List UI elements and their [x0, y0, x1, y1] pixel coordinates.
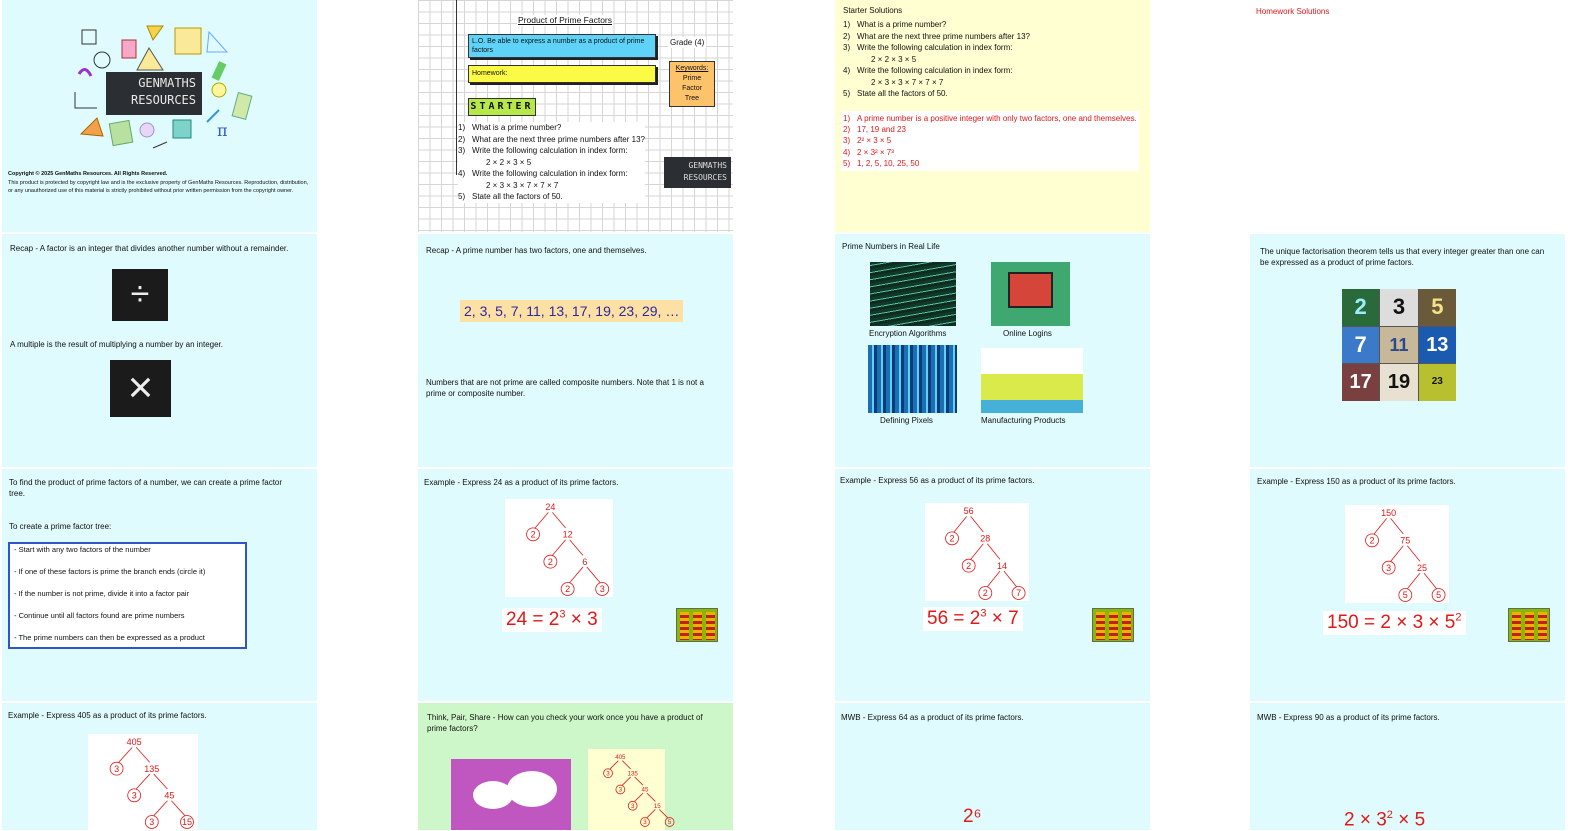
factor-tree: [925, 503, 1029, 601]
lesson-title: Product of Prime Factors: [518, 15, 613, 25]
prime-node: 2: [530, 529, 536, 540]
prime-node: 5: [1436, 590, 1442, 601]
tile: 17: [1342, 364, 1379, 401]
starter-solutions-slide[interactable]: [835, 0, 1150, 232]
copyright-body: This product is protected by copyright law and is the exclusive property of GenMaths Resources. Reproduction, distribution, or any unauthorized use of this material is strictly prohibited without prior written permission from the copyright owner.: [8, 180, 309, 194]
tree-branch: [1424, 573, 1437, 589]
prime-definition: Recap - A prime number has two factors, one and themselves.: [426, 246, 647, 255]
answer-tail: × 5: [1392, 809, 1426, 831]
example-text: Example - Express 150 as a product of its prime factors.: [1257, 477, 1456, 486]
eq-tail: × 7: [986, 608, 1019, 629]
logo-line2: RESOURCES: [683, 173, 727, 182]
think-pair-share-slide[interactable]: [418, 703, 733, 830]
composite-node: 14: [996, 560, 1007, 571]
title-slide[interactable]: [2, 0, 317, 232]
answer-item: 2) 17, 19 and 23: [843, 125, 906, 135]
tree-branch: [1391, 518, 1404, 534]
prime-node: 2: [547, 556, 553, 567]
margin-line: [456, 0, 457, 175]
question-item: 3) Write the following calculation in index form:: [458, 146, 628, 155]
tree-branch: [570, 567, 583, 583]
composite-node: 75: [1400, 535, 1411, 546]
tree-branch: [954, 516, 967, 532]
example24-slide[interactable]: [418, 469, 733, 701]
tree-branch: [971, 516, 984, 532]
tile: 5: [1419, 289, 1456, 326]
example-text: Example - Express 56 as a product of its prime factors.: [840, 476, 1035, 485]
eq-exponent: 2: [1455, 611, 1462, 624]
tree-branch: [635, 793, 643, 801]
prime-tiles: [1342, 289, 1456, 401]
tree-branch: [635, 777, 643, 785]
encryption-image: [870, 262, 956, 326]
tree-branch: [622, 761, 630, 769]
question-item: 2) What are the next three prime numbers after 13?: [843, 31, 1030, 41]
prime-node: 3: [606, 770, 610, 778]
tree-branch: [552, 512, 565, 528]
eq-base: 56 = 2: [927, 608, 981, 629]
step-item: - If one of these factors is prime the branch ends (circle it): [14, 567, 206, 576]
tree-branch: [1004, 571, 1017, 587]
tile: 2: [1342, 289, 1379, 326]
mwb-text: MWB - Express 64 as a product of its prime factors.: [841, 713, 1024, 722]
prime-node: 3: [114, 763, 120, 774]
think-pair-text: Think, Pair, Share - How can you check your work once you have a product of prime factors?: [427, 713, 703, 733]
step-item: - If the number is not prime, divide it into a factor pair: [14, 589, 190, 598]
prime-node: 2: [949, 533, 955, 544]
solution-answers: [841, 111, 1139, 171]
caption-pixels: Defining Pixels: [880, 416, 933, 425]
grade-label: Grade (4): [670, 38, 705, 47]
eq-tail: × 3: [565, 609, 598, 630]
prime-node: 3: [131, 790, 137, 801]
composite-node: 135: [144, 763, 160, 774]
keyword: Tree: [684, 95, 700, 102]
tree-branch: [136, 747, 150, 762]
composite-node: 45: [641, 786, 649, 794]
logo-line1: GENMATHS: [138, 76, 196, 90]
example56-slide[interactable]: [835, 469, 1150, 701]
prime-node: 2: [966, 560, 972, 571]
tree-branch: [1374, 518, 1387, 534]
composite-node: 25: [1416, 562, 1427, 573]
composite-node: 12: [562, 529, 573, 540]
logo: [106, 72, 202, 115]
abacus-icon: [1508, 608, 1550, 642]
tree-branch: [587, 567, 600, 583]
tile: 13: [1419, 327, 1456, 364]
eq-base: 24 = 2: [506, 609, 560, 630]
step-item: - Start with any two factors of the number: [14, 545, 151, 554]
solution-questions: [843, 19, 1030, 100]
question-item: 2 × 3 × 3 × 7 × 7 × 7: [486, 180, 559, 190]
tree-branch: [987, 544, 1000, 560]
question-item: 3) Write the following calculation in index form:: [843, 43, 1013, 52]
keyword: Factor: [682, 85, 702, 92]
tree-branch: [987, 571, 1000, 587]
question-item: 2 × 2 × 3 × 5: [871, 54, 917, 64]
intro-text: To find the product of prime factors of a number, we can create a prime factor tree.: [9, 478, 283, 498]
tree-branch: [136, 774, 150, 789]
keyword: Prime: [682, 75, 702, 82]
logo: [664, 157, 731, 188]
logo-line1: GENMATHS: [688, 161, 727, 170]
answer-equation: [923, 607, 1023, 631]
factor-tree: [588, 749, 672, 830]
tree-branch: [659, 809, 667, 817]
mwb-text: MWB - Express 90 as a product of its prime factors.: [1257, 713, 1440, 722]
answer-equation: [1323, 611, 1466, 635]
keywords-box: [669, 61, 715, 107]
prime-node: 7: [1016, 588, 1022, 599]
question-item: 1) What is a prime number?: [843, 20, 947, 29]
division-icon: ÷: [112, 269, 168, 321]
tile: 19: [1380, 364, 1417, 401]
online-login-image: [991, 262, 1070, 326]
tree-branch: [971, 544, 984, 560]
copyright-title: Copyright © 2025 GenMaths Resources. All Rights Reserved.: [8, 171, 168, 177]
logo-line2: RESOURCES: [130, 93, 196, 107]
tree-branch: [171, 801, 185, 816]
question-item: 2 × 2 × 3 × 5: [486, 157, 532, 167]
tree-branch: [647, 809, 655, 817]
homework-box: Homework:: [468, 65, 656, 83]
prime-list: 2, 3, 5, 7, 11, 13, 17, 19, 23, 29, …: [460, 300, 683, 322]
step-item: - Continue until all factors found are prime numbers: [14, 611, 185, 620]
steps-box: [8, 542, 247, 649]
prime-node: 2: [982, 588, 988, 599]
answer-item: 1) A prime number is a positive integer with only two factors, one and themselves.: [843, 114, 1137, 123]
mwb64-slide[interactable]: [835, 703, 1150, 830]
recap-prime-slide[interactable]: [418, 234, 733, 467]
prime-node: 2: [1369, 535, 1375, 546]
homework-solutions-slide[interactable]: [1250, 0, 1565, 232]
composite-node: 405: [615, 754, 626, 762]
factor-tree: [1345, 505, 1449, 603]
starter-solutions-title: Starter Solutions: [843, 6, 903, 15]
tree-branch: [535, 512, 548, 528]
multiply-icon: ×: [110, 360, 171, 417]
tile: 7: [1342, 327, 1379, 364]
homework-solutions-title: Homework Solutions: [1256, 7, 1330, 16]
question-item: 2) What are the next three prime numbers after 13?: [458, 134, 645, 144]
prime-tree-intro-slide[interactable]: [2, 469, 317, 701]
factor-tree: [505, 499, 613, 597]
composite-node: 24: [545, 502, 556, 513]
tree-branch: [154, 774, 168, 789]
question-item: 5) State all the factors of 50.: [843, 89, 948, 98]
composite-note: Numbers that are not prime are called composite numbers. Note that 1 is not a prime or composite number.: [426, 378, 704, 398]
abacus-icon: [676, 608, 718, 642]
tree-branch: [154, 801, 168, 816]
tree-branch: [552, 540, 565, 556]
factor-definition: Recap - A factor is an integer that divides another number without a remainder.: [10, 244, 289, 253]
keywords-title: Keywords:: [675, 65, 709, 72]
recap-factor-slide[interactable]: [2, 234, 317, 467]
prime-node: 3: [643, 819, 647, 827]
tree-branch: [119, 747, 133, 762]
starter-questions: [458, 122, 645, 203]
eq-base: 150 = 2 × 3 × 5: [1327, 612, 1456, 633]
manufacturing-image: [981, 348, 1083, 413]
step-item: - The prime numbers can then be expressed as a product: [14, 633, 205, 642]
prime-node: 3: [599, 584, 605, 595]
theorem-text: The unique factorisation theorem tells us that every integer greater than one can be expressed as a product of prime factors.: [1260, 247, 1545, 267]
tree-branch: [1391, 546, 1404, 562]
mwb-answer: 2⁶: [963, 806, 982, 827]
caption-manufacturing: Manufacturing Products: [981, 416, 1066, 425]
prime-node: 3: [149, 817, 155, 828]
composite-node: 15: [653, 802, 661, 810]
caption-encryption: Encryption Algorithms: [869, 329, 947, 338]
tile: 3: [1380, 289, 1417, 326]
prime-node: 2: [565, 584, 571, 595]
lesson-slide[interactable]: [418, 0, 733, 232]
composite-node: 45: [164, 790, 175, 801]
eq-exponent: 3: [980, 607, 987, 620]
answer-base: 2 × 3: [1344, 809, 1387, 831]
composite-node: 150: [1381, 508, 1397, 519]
composite-node: 6: [582, 556, 588, 567]
multiple-definition: A multiple is the result of multiplying a number by an integer.: [10, 340, 223, 349]
prime-node: 5: [667, 819, 672, 827]
factor-tree: [88, 734, 198, 830]
example-text: Example - Express 405 as a product of its prime factors.: [8, 711, 207, 720]
prime-node: 5: [1402, 590, 1408, 601]
svg-text:π: π: [217, 121, 228, 140]
example150-slide[interactable]: [1250, 469, 1565, 701]
tree-branch: [1407, 573, 1420, 589]
prime-node: 15: [181, 817, 193, 828]
real-life-slide[interactable]: [835, 234, 1150, 467]
composite-node: 135: [627, 770, 638, 778]
theorem-slide[interactable]: [1250, 234, 1565, 467]
real-life-title: Prime Numbers in Real Life: [842, 242, 940, 251]
mwb-answer: [1344, 804, 1425, 831]
composite-node: 56: [963, 506, 974, 517]
prime-node: 3: [618, 786, 623, 794]
question-item: 5) State all the factors of 50.: [458, 192, 563, 201]
answer-item: 4) 2 × 3² × 7³: [843, 147, 894, 157]
tree-branch: [647, 793, 655, 801]
tile: 23: [1419, 364, 1456, 401]
mwb90-slide[interactable]: [1250, 703, 1565, 830]
lo-box: L.O. Be able to express a number as a product of prime factors: [468, 34, 656, 58]
answer-item: 5) 1, 2, 5, 10, 25, 50: [843, 158, 920, 168]
answer-equation: [502, 608, 602, 632]
composite-node: 28: [980, 533, 991, 544]
question-item: 2 × 3 × 3 × 7 × 7 × 7: [871, 77, 944, 87]
steps-title: To create a prime factor tree:: [9, 522, 112, 531]
question-item: 4) Write the following calculation in index form:: [458, 169, 628, 178]
question-item: 4) Write the following calculation in index form:: [843, 66, 1013, 75]
tree-branch: [1407, 546, 1420, 562]
example-text: Example - Express 24 as a product of its prime factors.: [424, 478, 619, 487]
question-item: 1) What is a prime number?: [458, 123, 562, 132]
pixels-image: [868, 345, 957, 413]
prime-node: 3: [1386, 562, 1392, 573]
tree-branch: [570, 540, 583, 556]
starter-box: STARTER: [468, 98, 536, 116]
tree-branch: [622, 777, 630, 785]
prime-node: 3: [630, 802, 635, 810]
caption-logins: Online Logins: [1003, 329, 1052, 338]
abacus-icon: [1092, 608, 1134, 642]
tile: 11: [1380, 327, 1417, 364]
tree-branch: [610, 761, 618, 769]
eq-exponent: 3: [559, 608, 566, 621]
answer-exponent: 2: [1386, 809, 1393, 821]
answer-item: 3) 2² × 3 × 5: [843, 136, 892, 146]
speech-bubbles-icon: [451, 759, 571, 830]
composite-node: 405: [126, 737, 142, 748]
example405-slide[interactable]: [2, 703, 317, 830]
